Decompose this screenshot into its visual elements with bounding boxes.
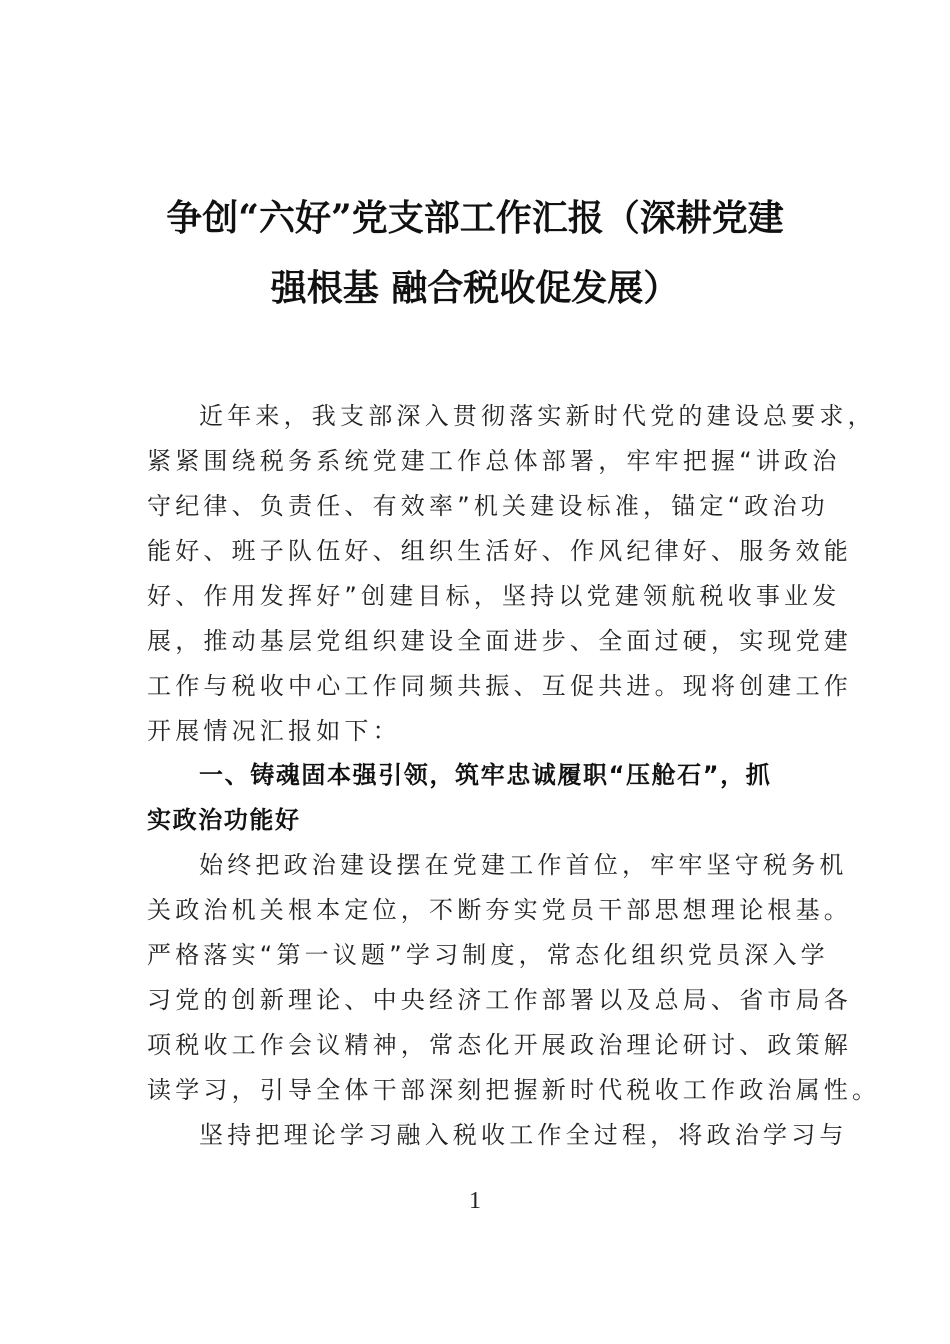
paragraph-line: 展，推动基层党组织建设全面进步、全面过硬，实现党建	[147, 627, 852, 655]
paragraph-line: 好、作用发挥好”创建目标，坚持以党建领航税收事业发	[147, 582, 841, 610]
paragraph-theory-integration	[147, 1113, 848, 1158]
paragraph-intro	[147, 394, 876, 754]
page-number: 1	[469, 1188, 481, 1214]
paragraph-line: 工作与税收中心工作同频共振、互促共进。现将创建工作	[147, 672, 852, 700]
paragraph-line: 严格落实“第一议题”学习制度，常态化组织党员深入学	[147, 941, 829, 969]
heading-line: 一、铸魂固本强引领，筑牢忠诚履职“压舱石”，抓	[199, 761, 772, 789]
paragraph-line: 读学习，引导全体干部深刻把握新时代税收工作政治属性。	[147, 1076, 881, 1104]
paragraph-line: 关政治机关根本定位，不断夯实党员干部思想理论根基。	[147, 896, 852, 924]
paragraph-line: 始终把政治建设摆在党建工作首位，牢牢坚守税务机	[199, 851, 848, 879]
paragraph-line: 能好、班子队伍好、组织生活好、作风纪律好、服务效能	[147, 537, 852, 565]
paragraph-line: 坚持把理论学习融入税收工作全过程，将政治学习与	[199, 1121, 848, 1149]
paragraph-line: 守纪律、负责任、有效率”机关建设标准，锚定“政治功	[147, 492, 829, 520]
paragraph-political-building	[147, 843, 881, 1113]
heading-line: 实政治功能好	[147, 806, 301, 834]
paragraph-line: 开展情况汇报如下：	[147, 717, 401, 745]
section-heading-1	[147, 753, 812, 843]
paragraph-line: 习党的创新理论、中央经济工作部署以及总局、省市局各	[147, 986, 852, 1014]
paragraph-line: 紧紧围绕税务系统党建工作总体部署，牢牢把握“讲政治	[147, 447, 841, 475]
paragraph-line: 近年来，我支部深入贯彻落实新时代党的建设总要求，	[199, 402, 876, 430]
document-title-line-2: 强根基 融合税收促发展）	[270, 267, 680, 309]
document-title-line-1: 争创“六好”党支部工作汇报（深耕党建	[166, 197, 784, 239]
paragraph-line: 项税收工作会议精神，常态化开展政治理论研讨、政策解	[147, 1031, 852, 1059]
